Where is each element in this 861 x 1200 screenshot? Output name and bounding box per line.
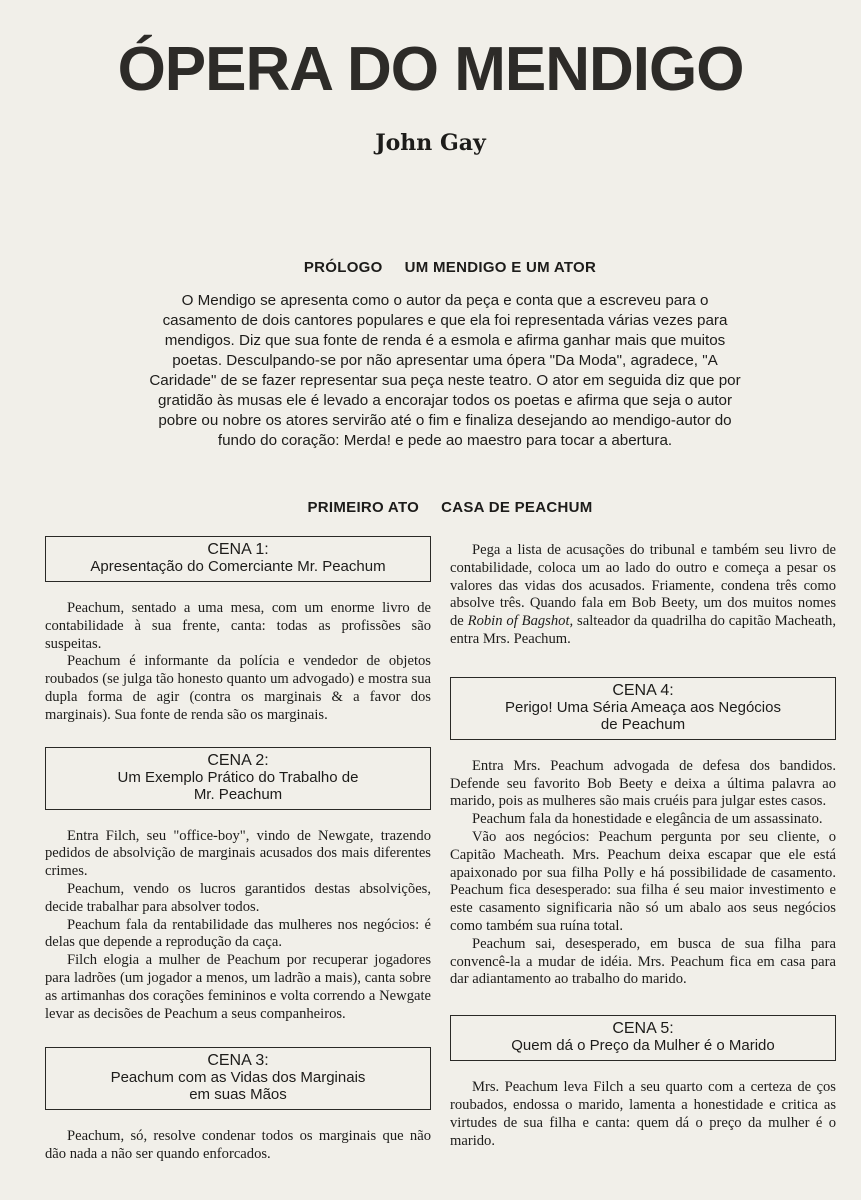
act1-label: PRIMEIRO ATO: [307, 499, 420, 516]
author-name: John Gay: [375, 130, 486, 156]
scene-5-paragraph: Mrs. Peachum leva Filch a seu quarto com a certeza de ços roubados, endossa o marido, lamenta a honestidade e critica as virtudes de sua filha e canta: quem dá o preço da mulher é o marido.: [450, 1079, 836, 1149]
scene-4-paragraph: Vão aos negócios: Peachum pergunta por seu cliente, o Capitão Macheath. Mrs. Peachum deixa escapar que ele está apaixonado por sua filha Polly e há possibilidade de casamento. Peachum fica desesperado: sua filha é seu maior investimento e este casamento significaria não só um abalo aos seus negócios como também sua ruína total.: [450, 828, 836, 934]
page-title: ÓPERA DO MENDIGO: [117, 35, 744, 104]
scene-3-box: [45, 1047, 431, 1110]
scene-3-paragraph: Peachum, só, resolve condenar todos os marginais que não dão nada a não ser quando enforcados.: [45, 1128, 431, 1163]
scene-1-title: Apresentação do Comerciante Mr. Peachum: [90, 558, 386, 575]
scene-2-paragraph: Peachum fala da rentabilidade das mulheres nos negócios: é delas que depende a reprodução da caça.: [45, 916, 431, 951]
left-column: [45, 536, 431, 1164]
scene-4-paragraph: Peachum sai, desesperado, em busca de sua filha para convencê-la a mudar de idéia. Mrs. Peachum fica em casa para dar adiantamento ao trabalho do marido.: [450, 935, 836, 988]
scene-4-body: [450, 758, 836, 989]
scene-4-box: [450, 677, 836, 740]
scene-1-number: CENA 1:: [207, 541, 269, 558]
scene-4-title-line: de Peachum: [600, 715, 686, 733]
act1-heading: [0, 499, 861, 516]
prologue-heading: [0, 259, 861, 276]
scene-1-box: [45, 536, 431, 582]
scene-4-title-line: Perigo! Uma Séria Ameaça aos Negócios: [505, 698, 781, 716]
scene-5-box: [450, 1015, 836, 1061]
scene-2-paragraph: Entra Filch, seu "office-boy", vindo de Newgate, trazendo pedidos de absolvição de marginais acusados dos mais diferentes crimes.: [45, 827, 431, 880]
scene-3-cont-text-end: salteador da quadrilha do capitão Macheath, entra Mrs. Peachum.: [450, 613, 836, 647]
scene-1-body: [45, 600, 431, 725]
scene-3-title-line: em suas Mãos: [189, 1086, 287, 1104]
scene-5-body: [450, 1079, 836, 1150]
scene-5-number: CENA 5:: [612, 1020, 674, 1038]
scene-3-title-line: Peachum com as Vidas dos Marginais: [110, 1069, 366, 1087]
scene-1-paragraph: Peachum, sentado a uma mesa, com um enorme livro de contabilidade à sua frente, canta: todas as profissões são suspeitas.: [45, 600, 431, 652]
scene-2-title-line: Um Exemplo Prático do Trabalho de: [117, 768, 359, 786]
prologue-subtitle: UM MENDIGO E UM ATOR: [404, 259, 597, 276]
scene-3-body: [45, 1128, 431, 1164]
prologue-text: O Mendigo se apresenta como o autor da peça e conta que a escreveu para o casamento de dois cantores populares e que ela foi representada várias vezes para mendigos. Diz que sua fonte de renda é a esmola e afirma ganhar mais que muitos poetas. Desculpando-se por não apresentar uma ópera "Da Moda", agradece, "A Caridade" de se fazer representar sua peça neste teatro. O ator em seguida diz que por gratidão às musas ele é levado a encorajar todos os poetas e afirma que seja o autor pobre ou nobre os atores servirão até o fim e finaliza desejando ao mendigo-autor do fundo do coração: Merda! e pede ao maestro para tocar a abertura.: [149, 292, 741, 449]
prologue-label: PRÓLOGO: [303, 259, 383, 276]
scene-1-paragraph: Peachum é informante da polícia e vendedor de objetos roubados (se julga tão honesto quanto um advogado) e mostra sua dupla forma de agir (contra os marginais & a favor dos marginais). Sua fonte de renda são os marginais.: [45, 653, 431, 723]
scene-4-number: CENA 4:: [612, 681, 674, 699]
scene-2-title-line: Mr. Peachum: [193, 785, 283, 803]
scene-2-box: [45, 747, 431, 810]
scene-3-cont-text: Pega a lista de acusações do tribunal e também seu livro de contabilidade, coloca um ao lado do outro e começa a pesar os valores das vidas dos acusados. Friamente, condena três como absolve três. Quando fala em Bob Beety, um dos muitos nomes de: [450, 542, 836, 630]
scene-2-paragraph: Peachum, vendo os lucros garantidos destas absolvições, decide trabalhar para absolver todos.: [45, 880, 431, 915]
scene-2-body: [45, 828, 431, 1024]
scene-3-continuation: [450, 542, 836, 649]
scene-4-paragraph: Entra Mrs. Peachum advogada de defesa dos bandidos. Defende seu favorito Bob Beety e deixa a última palavra ao marido, pois as mulheres são mais cruéis para julgar estes casos.: [450, 757, 836, 810]
scene-5-title: Quem dá o Preço da Mulher é o Marido: [511, 1037, 775, 1055]
scene-3-cont-italic: Robin of Bagshot,: [467, 613, 574, 630]
scene-2-number: CENA 2:: [207, 751, 269, 769]
scene-2-paragraph: Filch elogia a mulher de Peachum por recuperar jogadores para ladrões (um jogador a menos, um ladrão a mais), canta sobre as artimanhas dos corações femininos e volta correndo a Newgate levar as decisões de Peachum a seus companheiros.: [45, 952, 431, 1022]
right-column: [450, 536, 836, 1150]
act1-subtitle: CASA DE PEACHUM: [441, 499, 593, 516]
scene-3-number: CENA 3:: [207, 1052, 269, 1070]
scene-4-paragraph: Peachum fala da honestidade e elegância de um assassinato.: [472, 811, 823, 828]
